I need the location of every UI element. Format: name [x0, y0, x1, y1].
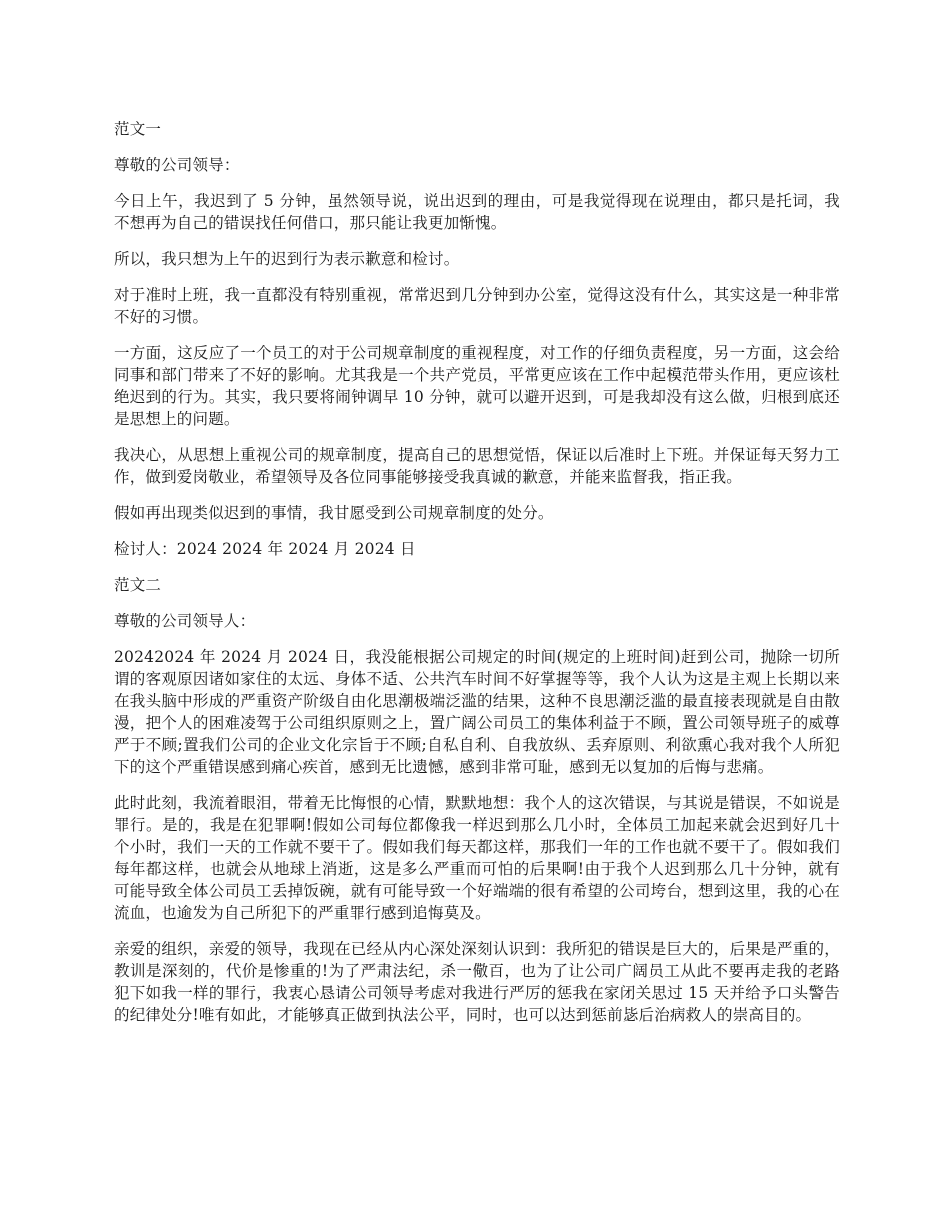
paragraph: 今日上午，我迟到了 5 分钟，虽然领导说，说出迟到的理由，可是我觉得现在说理由，都只是托词，我不想再为自己的错误找任何借口，那只能让我更加惭愧。	[114, 192, 840, 232]
paragraph: 一方面，这反应了一个员工的对于公司规章制度的重视程度，对工作的仔细负责程度，另一方面，这会给同事和部门带来了不好的影响。尤其我是一个共产党员，平常更应该在工作中起模范带头作用，更应该杜绝迟到的行为。其实，我只要将闹钟调早 10 分钟，就可以避开迟到，可是我却没有这么做，归根到底还是思想上的问题。	[114, 344, 840, 428]
salutation-2: 尊敬的公司领导人：	[114, 612, 256, 630]
paragraph: 假如再出现类似迟到的事情，我甘愿受到公司规章制度的处分。	[114, 504, 554, 522]
paragraph: 20242024 年 2024 月 2024 日，我没能根据公司规定的时间(规定的上班时间)赶到公司，抛除一切所谓的客观原因诸如家住的太远、身体不适、公共汽车时间不好掌握等等，我个人认为这是主观上长期以来在我头脑中形成的严重资产阶级自由化思潮极端泛滥的结果，这种不良思潮泛滥的最直接表现就是自由散漫，把个人的困难凌驾于公司组织原则之上，置广阔公司员工的集体利益于不顾，置公司领导班子的威尊严于不顾;置我们公司的企业文化宗旨于不顾;自私自利、自我放纵、丢弃原则、利欲熏心我对我个人所犯下的这个严重错误感到痛心疾首，感到无比遗憾，感到非常可耻，感到无以复加的后悔与悲痛。	[114, 648, 840, 776]
paragraph: 我决心，从思想上重视公司的规章制度，提高自己的思想觉悟，保证以后准时上下班。并保证每天努力工作，做到爱岗敬业，希望领导及各位同事能够接受我真诚的歉意，并能来监督我，指正我。	[114, 446, 840, 486]
paragraph: 此时此刻，我流着眼泪，带着无比悔恨的心情，默默地想：我个人的这次错误，与其说是错误，不如说是罪行。是的，我是在犯罪啊!假如公司每位都像我一样迟到那么几小时，全体员工加起来就会迟到好几十个小时，我们一天的工作就不要干了。假如我们每天都这样，那我们一年的工作也就不要干了。假如我们每年都这样，也就会从地球上消逝，这是多么严重而可怕的后果啊!由于我个人迟到那么几十分钟，就有可能导致全体公司员工丢掉饭碗，就有可能导致一个好端端的很有希望的公司垮台，想到这里，我的心在流血，也逾发为自己所犯下的严重罪行感到追悔莫及。	[114, 794, 840, 922]
document-body	[114, 118, 840, 1040]
paragraph: 所以，我只想为上午的迟到行为表示歉意和检讨。	[114, 250, 460, 268]
salutation-1: 尊敬的公司领导：	[114, 156, 240, 174]
paragraph: 对于准时上班，我一直都没有特别重视，常常迟到几分钟到办公室，觉得这没有什么，其实这是一种非常不好的习惯。	[114, 286, 840, 326]
section-heading-2: 范文二	[114, 576, 162, 594]
paragraph: 亲爱的组织，亲爱的领导，我现在已经从内心深处深刻认识到：我所犯的错误是巨大的，后果是严重的，教训是深刻的，代价是惨重的!为了严肃法纪，杀一儆百，也为了让公司广阔员工从此不要再走我的老路犯下如我一样的罪行，我衷心恳请公司领导考虑对我进行严厉的惩我在家闭关思过 15 天并给予口头警告的纪律处分!唯有如此，才能够真正做到执法公平，同时，也可以达到惩前毖后治病救人的崇高目的。	[114, 940, 840, 1024]
signature-line: 检讨人：2024 2024 年 2024 月 2024 日	[114, 540, 416, 558]
section-heading-1: 范文一	[114, 120, 162, 138]
